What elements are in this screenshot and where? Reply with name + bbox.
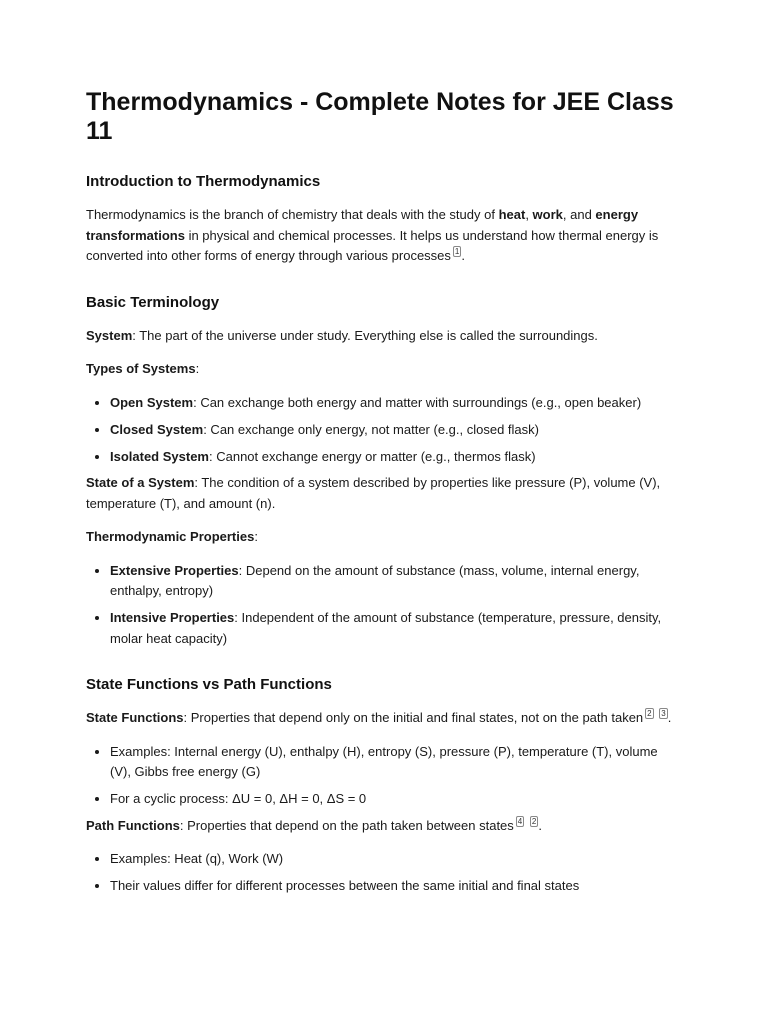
intro-paragraph bbox=[86, 205, 676, 267]
state-functions-definition bbox=[86, 708, 676, 729]
list-item-label: Isolated System bbox=[110, 448, 209, 464]
path-functions-end: . bbox=[538, 817, 542, 833]
properties-list bbox=[86, 561, 676, 650]
props-label: Thermodynamic Properties bbox=[86, 529, 255, 544]
citation-link[interactable]: 1 bbox=[454, 247, 460, 256]
list-item bbox=[110, 420, 676, 441]
types-colon: : bbox=[195, 361, 200, 376]
list-item: For a cyclic process: ΔU = 0, ΔH = 0, ΔS = 0 bbox=[110, 789, 676, 810]
citation-link[interactable]: 3 bbox=[661, 709, 666, 718]
system-text: : The part of the universe under study. Everything else is called the surroundings. bbox=[132, 327, 598, 343]
list-item-text: : Can exchange both energy and matter with surroundings (e.g., open beaker) bbox=[193, 394, 642, 410]
citation-link[interactable]: 4 bbox=[517, 816, 523, 826]
state-functions-list bbox=[86, 742, 676, 810]
list-item bbox=[110, 447, 676, 468]
state-of-system-definition bbox=[86, 473, 676, 514]
list-item: Examples: Heat (q), Work (W) bbox=[110, 849, 676, 870]
system-definition bbox=[86, 326, 676, 347]
state-functions-text: : Properties that depend only on the initial and final states, not on the path taken bbox=[183, 710, 644, 725]
types-of-systems-label bbox=[86, 359, 676, 380]
types-list bbox=[86, 393, 676, 468]
state-functions-label: State Functions bbox=[86, 710, 184, 725]
path-functions-label: Path Functions bbox=[86, 817, 180, 833]
basic-terminology-heading: Basic Terminology bbox=[86, 293, 220, 311]
types-label: Types of Systems bbox=[86, 361, 196, 376]
list-item-text: : Cannot exchange energy or matter (e.g., thermos flask) bbox=[209, 448, 536, 464]
intro-heading: Introduction to Thermodynamics bbox=[86, 173, 321, 190]
list-item-text: : Can exchange only energy, not matter (e.g., closed flask) bbox=[203, 421, 539, 437]
page-title: Thermodynamics - Complete Notes for JEE Class 11 bbox=[86, 88, 674, 145]
intro-bold-energy: energy transformations bbox=[86, 207, 639, 243]
citation-link[interactable]: 2 bbox=[531, 816, 537, 826]
intro-sep-2: , and bbox=[562, 207, 596, 222]
list-item bbox=[110, 561, 676, 602]
intro-sep-1: , bbox=[525, 207, 533, 222]
path-functions-definition bbox=[86, 816, 676, 837]
state-label: State of a System bbox=[86, 475, 195, 490]
intro-bold-heat: heat bbox=[498, 207, 526, 222]
list-item-label: Closed System bbox=[110, 421, 204, 437]
list-item-label: Open System bbox=[110, 394, 194, 410]
intro-end: . bbox=[461, 248, 465, 263]
intro-text-1: Thermodynamics is the branch of chemistry that deals with the study of bbox=[86, 207, 499, 222]
thermo-properties-label bbox=[86, 527, 676, 548]
list-item bbox=[110, 393, 676, 414]
path-functions-text: : Properties that depend on the path taken between states bbox=[179, 817, 514, 833]
list-item bbox=[110, 608, 676, 649]
path-functions-list bbox=[86, 849, 676, 897]
props-colon: : bbox=[254, 529, 258, 544]
list-item: Examples: Internal energy (U), enthalpy (H), entropy (S), pressure (P), temperature (T), volume (V), Gibbs free energy (G) bbox=[110, 742, 676, 783]
system-label: System bbox=[86, 327, 133, 343]
list-item-label: Extensive Properties bbox=[110, 562, 239, 578]
state-text: : The condition of a system described by properties like pressure (P), volume (V), temperature (T), and amount (n). bbox=[86, 475, 661, 511]
document-content bbox=[86, 88, 676, 897]
functions-heading: State Functions vs Path Functions bbox=[86, 676, 332, 693]
intro-bold-work: work bbox=[532, 207, 563, 222]
list-item-text: : Independent of the amount of substance (temperature, pressure, density, molar heat capacity) bbox=[110, 610, 662, 646]
list-item: Their values differ for different processes between the same initial and final states bbox=[110, 876, 676, 897]
state-functions-end: . bbox=[667, 710, 672, 725]
citation-link[interactable]: 2 bbox=[647, 709, 652, 718]
intro-text-2: in physical and chemical processes. It helps us understand how thermal energy is converted into other forms of energy through various processes bbox=[86, 227, 659, 263]
list-item-label: Intensive Properties bbox=[110, 610, 235, 625]
list-item-text: : Depend on the amount of substance (mass, volume, internal energy, enthalpy, entropy) bbox=[110, 562, 640, 598]
